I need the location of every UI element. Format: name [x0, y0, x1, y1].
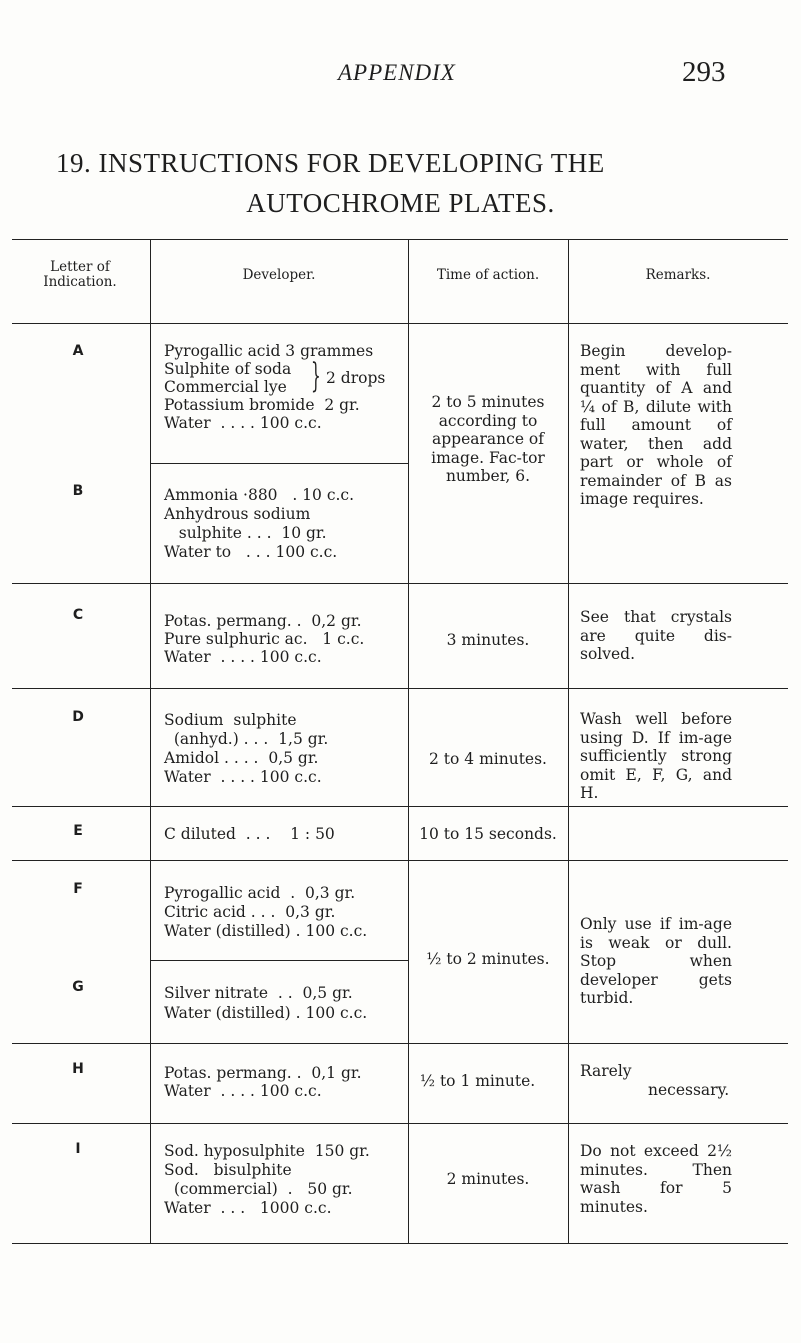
row-letter: G: [72, 979, 84, 995]
remarks-line: Rarely: [580, 1062, 632, 1080]
row-letter: A: [72, 343, 84, 359]
remarks-cell: Do not exceed 2½ minutes. Then wash for 5 minutes.: [580, 1142, 732, 1216]
developer-line: Sulphite of soda: [164, 360, 292, 378]
remarks-cell: Wash well before using D. If im-age sufficiently strong omit E, F, G, and H.: [580, 710, 732, 802]
column-header-time: Time of action.: [436, 267, 540, 283]
developer-line: Silver nitrate . . 0,5 gr.: [164, 984, 353, 1002]
table-rule: [12, 688, 788, 689]
table-rule: [12, 806, 788, 807]
developer-line: Water (distilled) . 100 c.c.: [164, 922, 368, 940]
row-letter: E: [73, 823, 83, 839]
time-cell: ½ to 1 minute.: [420, 1072, 536, 1090]
developer-line: Potas. permang. . 0,2 gr.: [164, 612, 362, 630]
developer-line: Commercial lye: [164, 378, 287, 396]
row-letter: B: [72, 483, 84, 499]
table-rule: [12, 239, 788, 240]
row-letter: I: [75, 1141, 81, 1157]
developer-line: Anhydrous sodium: [164, 505, 311, 523]
time-cell: 2 to 5 minutes according to appearance of image. Fac-tor number, 6.: [431, 393, 545, 485]
developer-line: Water (distilled) . 100 c.c.: [164, 1004, 368, 1022]
developer-line: Water to . . . 100 c.c.: [164, 543, 338, 561]
remarks-cell: See that crystals are quite dis-solved.: [580, 608, 732, 663]
table-rule: [408, 239, 409, 1243]
row-letter: F: [73, 881, 83, 897]
column-header-letter: Letter of Indication.: [43, 259, 117, 290]
table-rule: [12, 583, 788, 584]
developer-line: Pyrogallic acid 3 grammes: [164, 342, 374, 360]
developer-line: Sodium sulphite: [164, 711, 297, 729]
brace-glyph: }: [310, 356, 321, 396]
table-rule: [150, 960, 408, 961]
developer-line: (anhyd.) . . . 1,5 gr.: [164, 730, 329, 748]
time-cell: ½ to 2 minutes.: [426, 950, 550, 968]
table-rule: [12, 860, 788, 861]
table-rule: [12, 1243, 788, 1244]
brace-label: 2 drops: [326, 369, 386, 387]
time-cell: 10 to 15 seconds.: [419, 825, 557, 843]
row-letter: H: [72, 1061, 84, 1077]
developer-line: Sod. bisulphite: [164, 1161, 292, 1179]
developer-line: Water . . . . 100 c.c.: [164, 648, 322, 666]
column-header-remarks: Remarks.: [645, 267, 711, 283]
time-cell: 2 minutes.: [446, 1170, 530, 1188]
table-rule: [150, 463, 408, 464]
section-title-line1: 19. INSTRUCTIONS FOR DEVELOPING THE: [56, 148, 605, 178]
developer-line: Amidol . . . . 0,5 gr.: [164, 749, 319, 767]
developer-line: Water . . . . 100 c.c.: [164, 1082, 322, 1100]
column-header-developer: Developer.: [242, 267, 316, 283]
developer-line: Pyrogallic acid . 0,3 gr.: [164, 884, 356, 902]
developer-line: Water . . . . 100 c.c.: [164, 414, 322, 432]
remarks-cell: Begin develop-ment with full quantity of A and ¼ of B, dilute with full amount of water, then add part or whole of remainder of B as image requires.: [580, 342, 732, 508]
running-head: APPENDIX: [338, 60, 456, 85]
developer-line: Potas. permang. . 0,1 gr.: [164, 1064, 362, 1082]
developer-line: Ammonia ·880 . 10 c.c.: [164, 486, 355, 504]
developer-line: C diluted . . . 1 : 50: [164, 825, 335, 843]
table-rule: [12, 1123, 788, 1124]
remarks-line: necessary.: [648, 1081, 730, 1099]
table-rule: [12, 1043, 788, 1044]
table-rule: [12, 323, 788, 324]
row-letter: D: [72, 709, 84, 725]
page-number: 293: [682, 56, 726, 88]
table-rule: [568, 239, 569, 1243]
section-title-line2: AUTOCHROME PLATES.: [246, 188, 555, 218]
developer-line: (commercial) . 50 gr.: [164, 1180, 353, 1198]
developer-line: Potassium bromide 2 gr.: [164, 396, 360, 414]
developer-line: Citric acid . . . 0,3 gr.: [164, 903, 336, 921]
row-letter: C: [72, 607, 84, 623]
time-cell: 2 to 4 minutes.: [429, 750, 547, 768]
developer-line: Sod. hyposulphite 150 gr.: [164, 1142, 370, 1160]
developer-line: Pure sulphuric ac. 1 c.c.: [164, 630, 365, 648]
developer-line: Water . . . . 100 c.c.: [164, 768, 322, 786]
developer-line: Water . . . 1000 c.c.: [164, 1199, 332, 1217]
remarks-cell: Only use if im-age is weak or dull. Stop when developer gets turbid.: [580, 915, 732, 1007]
table-rule: [150, 239, 151, 1243]
time-cell: 3 minutes.: [446, 631, 530, 649]
developer-line: sulphite . . . 10 gr.: [164, 524, 327, 542]
